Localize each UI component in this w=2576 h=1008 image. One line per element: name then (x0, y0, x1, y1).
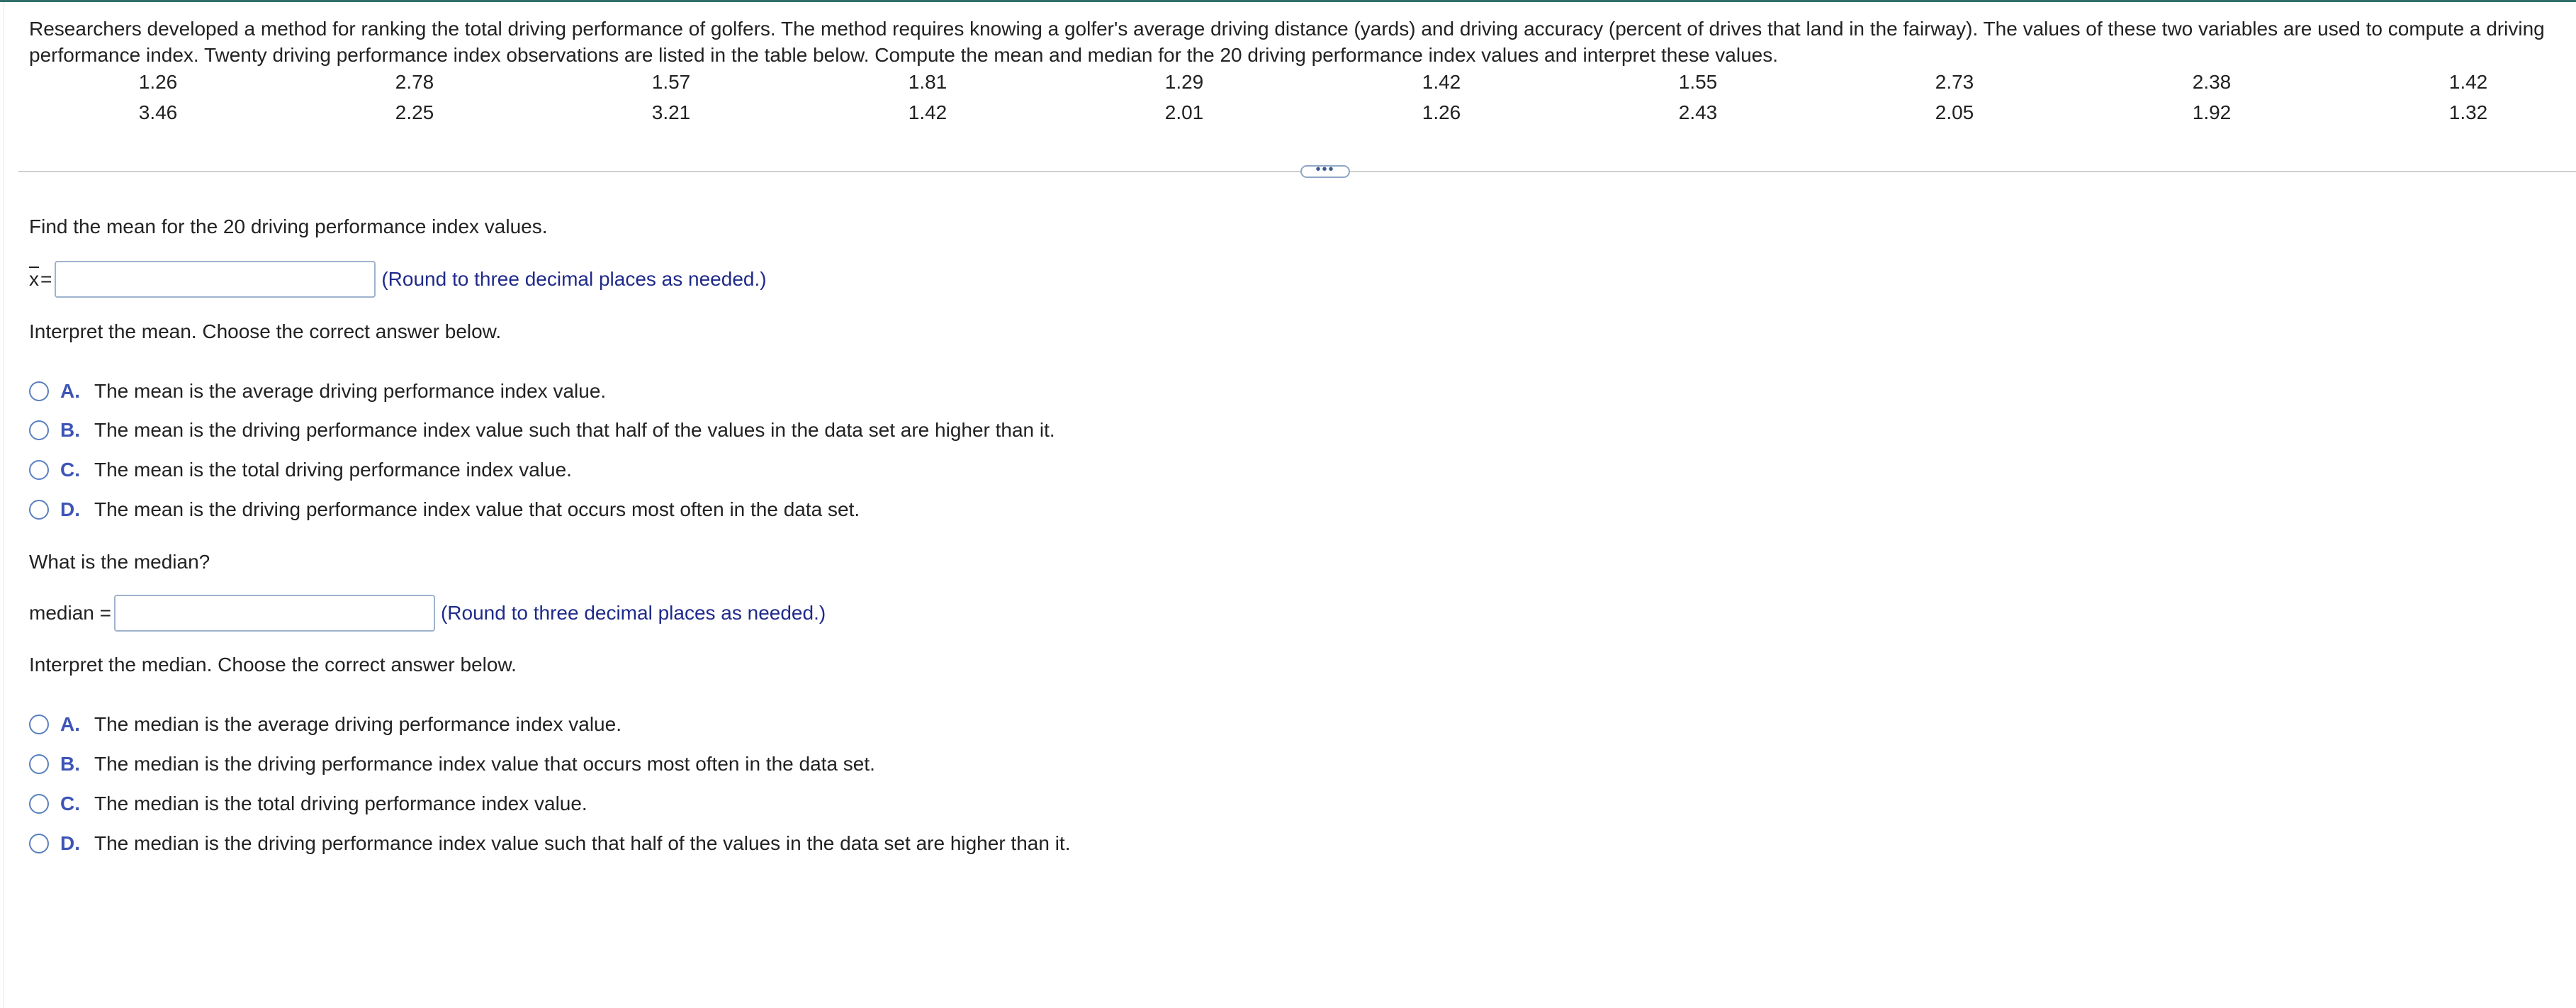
option-text: The median is the total driving performance index value. (94, 793, 587, 814)
table-cell: 1.81 (908, 71, 947, 93)
median-option-a[interactable] (29, 710, 621, 739)
table-cell: 2.05 (1935, 101, 1974, 123)
radio-button[interactable] (29, 460, 49, 480)
table-cell: 2.01 (1164, 101, 1204, 123)
radio-button[interactable] (29, 381, 49, 401)
mean-prompt: Find the mean for the 20 driving performance index values. (29, 215, 548, 237)
top-accent-bar (0, 0, 2576, 2)
x-bar-symbol: $\overline{x}$ (29, 268, 39, 290)
table-cell: 1.26 (1422, 101, 1461, 123)
table-cell: 1.42 (1422, 71, 1461, 93)
table-cell: 1.32 (2448, 101, 2488, 123)
radio-button[interactable] (29, 500, 49, 520)
mean-option-c[interactable] (29, 456, 572, 484)
median-option-d[interactable] (29, 829, 1070, 858)
mean-option-b[interactable] (29, 416, 1055, 444)
option-letter: B. (60, 753, 80, 775)
table-cell: 1.29 (1164, 71, 1204, 93)
median-option-c[interactable] (29, 790, 587, 818)
median-interpret-prompt: Interpret the median. Choose the correct answer below. (29, 654, 517, 676)
table-cell: 1.57 (651, 71, 691, 93)
section-divider (18, 171, 2576, 172)
median-input[interactable] (114, 595, 435, 632)
option-text: The mean is the total driving performance index value. (94, 459, 572, 481)
option-letter: D. (60, 832, 80, 854)
option-letter: D. (60, 498, 80, 520)
option-text: The median is the average driving performance index value. (94, 713, 621, 735)
median-rounding-hint: (Round to three decimal places as needed.) (440, 602, 826, 624)
table-cell: 1.42 (2448, 71, 2488, 93)
mean-input[interactable] (55, 261, 376, 298)
table-cell: 2.78 (395, 71, 434, 93)
option-letter: C. (60, 793, 80, 814)
median-option-b[interactable] (29, 750, 875, 778)
radio-button[interactable] (29, 754, 49, 774)
table-cell: 2.43 (1678, 101, 1718, 123)
expand-more-button[interactable]: ••• (1300, 165, 1350, 178)
table-cell: 3.46 (138, 101, 178, 123)
option-letter: C. (60, 459, 80, 481)
table-cell: 1.55 (1678, 71, 1718, 93)
table-cell: 1.92 (2192, 101, 2232, 123)
option-text: The mean is the driving performance index value that occurs most often in the data set. (94, 498, 860, 520)
median-prompt: What is the median? (29, 551, 210, 573)
option-text: The median is the driving performance index value such that half of the values in the data set are higher than it. (94, 832, 1071, 854)
option-text: The mean is the driving performance index value such that half of the values in the data set are higher than it. (94, 419, 1055, 441)
option-letter: A. (60, 380, 80, 402)
mean-option-a[interactable] (29, 377, 606, 405)
mean-option-d[interactable] (29, 495, 860, 524)
radio-button[interactable] (29, 420, 49, 440)
median-label: median = (29, 602, 111, 624)
problem-statement: Researchers developed a method for ranking the total driving performance of golfers. The method requires knowing a golfer's average driving distance (yards) and driving accuracy (percent of drives that land in the fairway). The values of these two variables are used to compute a driving performance index. Twenty driving performance index observations are listed in the table below. Compute the mean and median for the 20 driving performance index values and interpret these values. (29, 18, 2545, 66)
option-text: The median is the driving performance index value that occurs most often in the data set. (94, 753, 875, 775)
radio-button[interactable] (29, 794, 49, 814)
radio-button[interactable] (29, 834, 49, 853)
table-cell: 2.73 (1935, 71, 1974, 93)
table-cell: 2.38 (2192, 71, 2232, 93)
median-answer-line (29, 593, 826, 633)
table-cell: 1.42 (908, 101, 947, 123)
equals-sign: = (40, 268, 52, 290)
mean-rounding-hint: (Round to three decimal places as needed.) (381, 268, 767, 290)
table-row (0, 68, 2576, 96)
table-row (0, 99, 2576, 127)
mean-interpret-prompt: Interpret the mean. Choose the correct answer below. (29, 320, 502, 342)
radio-button[interactable] (29, 715, 49, 734)
table-cell: 3.21 (651, 101, 691, 123)
option-text: The mean is the average driving performance index value. (94, 380, 607, 402)
table-cell: 2.25 (395, 101, 434, 123)
mean-answer-line (29, 259, 767, 299)
table-cell: 1.26 (138, 71, 178, 93)
option-letter: B. (60, 419, 80, 441)
option-letter: A. (60, 713, 80, 735)
